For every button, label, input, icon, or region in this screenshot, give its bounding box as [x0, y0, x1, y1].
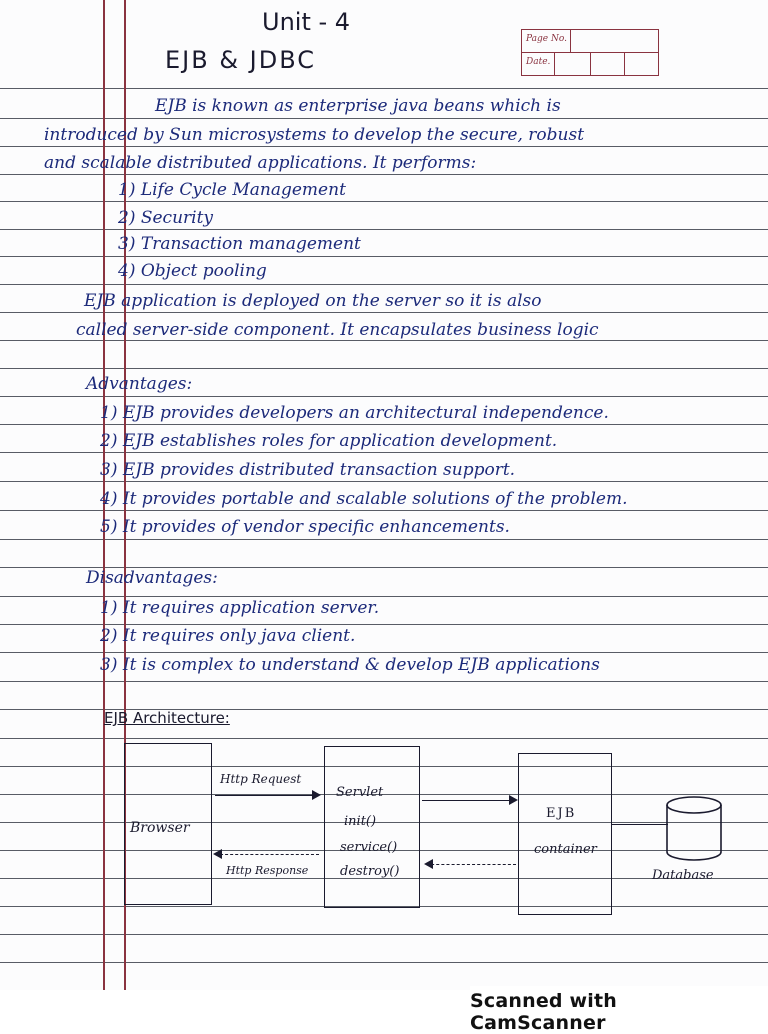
intro-line-5: called server-side component. It encapsulates business logic — [76, 320, 599, 340]
date-label: Date. — [526, 57, 551, 67]
servlet-destroy: destroy() — [340, 864, 400, 879]
unit-heading: Unit - 4 — [262, 8, 351, 36]
ejb-label: EJB — [546, 806, 577, 821]
disadvantages-heading: Disadvantages: — [86, 568, 218, 588]
ruled-line — [0, 738, 768, 739]
servlet-service: service() — [340, 840, 398, 855]
advantage-item: 3) EJB provides distributed transaction support. — [100, 460, 516, 480]
disadvantage-item: 2) It requires only java client. — [100, 626, 356, 646]
http-response-label: Http Response — [226, 864, 309, 877]
ruled-line — [0, 681, 768, 682]
page-title: EJB & JDBC — [165, 46, 317, 74]
ruled-line — [0, 624, 768, 625]
ruled-line — [0, 201, 768, 202]
container-label: container — [534, 842, 597, 857]
page-no-row — [522, 30, 658, 53]
ruled-line — [0, 118, 768, 119]
intro-line-2: introduced by Sun microsystems to develop the secure, robust — [44, 125, 585, 145]
servlet-to-ejb-arrow — [422, 800, 516, 801]
ruled-line — [0, 510, 768, 511]
advantage-item: 1) EJB provides developers an architectural independence. — [100, 403, 609, 423]
page-date-box — [521, 29, 659, 76]
ruled-line — [0, 452, 768, 453]
database-label: Database — [652, 868, 714, 883]
ruled-line — [0, 229, 768, 230]
ruled-line — [0, 652, 768, 653]
ruled-line — [0, 481, 768, 482]
ruled-line — [0, 174, 768, 175]
advantage-item: 5) It provides of vendor specific enhancements. — [100, 517, 510, 537]
ejb-container-box — [518, 753, 612, 915]
intro-line-1: EJB is known as enterprise java beans which is — [155, 96, 561, 116]
http-request-arrow — [215, 795, 319, 796]
watermark-text: Scanned with CamScanner — [470, 990, 617, 1034]
intro-item: 2) Security — [118, 208, 214, 228]
advantages-heading: Advantages: — [86, 374, 193, 394]
database-cylinder-icon — [666, 796, 724, 862]
ruled-line — [0, 146, 768, 147]
scanner-watermark — [470, 986, 768, 1034]
ruled-line — [0, 539, 768, 540]
http-response-arrow — [215, 854, 319, 855]
intro-line-3: and scalable distributed applications. It performs: — [44, 153, 477, 173]
intro-item: 3) Transaction management — [118, 234, 361, 254]
date-row — [522, 53, 658, 75]
ruled-line — [0, 962, 768, 963]
servlet-init: init() — [344, 814, 377, 829]
servlet-label: Servlet — [336, 785, 384, 800]
disadvantage-item: 1) It requires application server. — [100, 598, 380, 618]
ruled-line — [0, 256, 768, 257]
ruled-line — [0, 596, 768, 597]
architecture-heading: EJB Architecture: — [104, 709, 230, 727]
intro-line-4: EJB application is deployed on the server so it is also — [84, 291, 542, 311]
disadvantage-item: 3) It is complex to understand & develop EJB applications — [100, 655, 600, 675]
ruled-line — [0, 312, 768, 313]
page-no-label: Page No. — [526, 34, 567, 44]
ruled-line — [0, 284, 768, 285]
ruled-line — [0, 424, 768, 425]
ruled-line — [0, 396, 768, 397]
advantage-item: 4) It provides portable and scalable solutions of the problem. — [100, 489, 628, 509]
browser-label: Browser — [130, 820, 190, 836]
ruled-line — [0, 88, 768, 89]
ruled-line — [0, 368, 768, 369]
ruled-line — [0, 340, 768, 341]
ejb-to-database-line — [612, 824, 668, 825]
http-request-label: Http Request — [220, 772, 302, 786]
intro-item: 4) Object pooling — [118, 261, 267, 281]
advantage-item: 2) EJB establishes roles for application development. — [100, 431, 558, 451]
ejb-to-servlet-arrow — [426, 864, 516, 865]
intro-item: 1) Life Cycle Management — [118, 180, 346, 200]
ruled-line — [0, 934, 768, 935]
